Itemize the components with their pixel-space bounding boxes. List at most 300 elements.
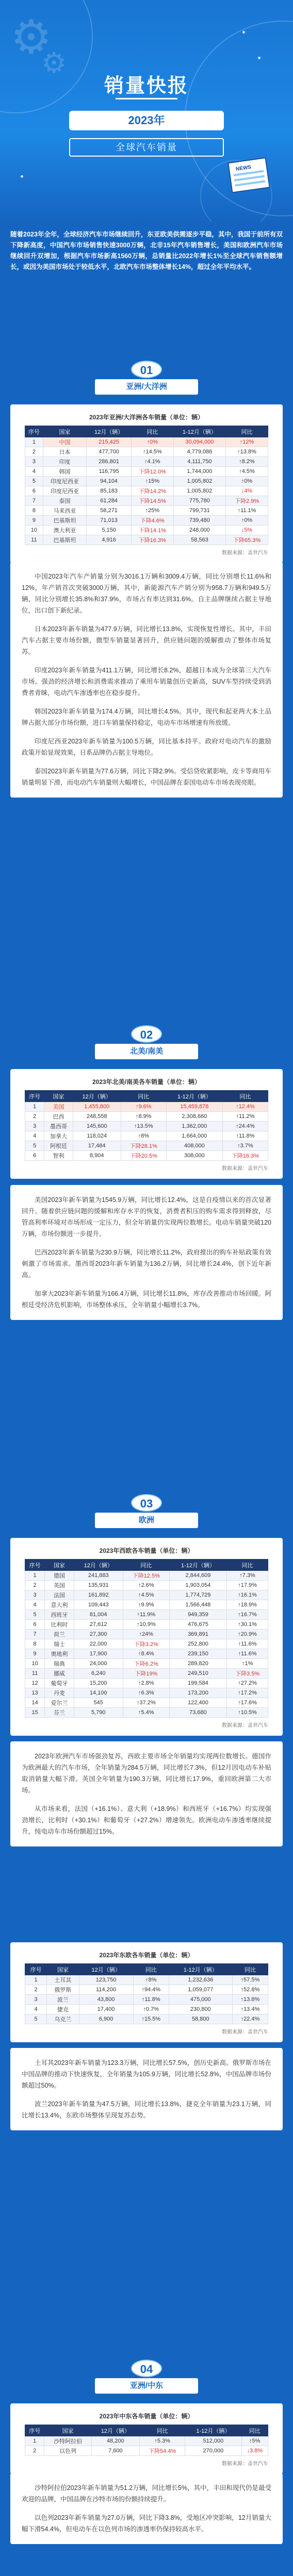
paragraph: 加拿大2023年新车销量为166.4万辆，同比增长11.8%，库存改善推动市场回暖。阿根廷受经济危机影响，市场整体承压，全年销量小幅增长3.7%。 [22,1290,271,1309]
table-cell: 丹麦 [45,1688,74,1698]
table-cell: 爱尔兰 [45,1698,74,1708]
table-cell: 369,891 [169,1630,226,1639]
table-cell: 1 [25,1571,45,1581]
table-header-row [25,1560,268,1571]
table-cell: 下降2.9% [226,496,268,506]
table-cell: 印度尼西亚 [43,486,87,496]
column-header: 同比 [241,2425,268,2436]
section-header-americas [0,1025,293,1061]
table-cell: 135,931 [74,1581,123,1590]
table-cell: 114,200 [79,1985,133,1995]
table-title: 2023年中东各车销量（单位：辆） [99,2413,194,2420]
table-cell: ↑11.8% [133,1995,169,2005]
table-cell: 巴西 [44,1112,73,1122]
table-cell: 乌克兰 [47,2014,79,2024]
section-header-europe [0,1494,293,1530]
table-cell: 下降20.5% [121,1151,166,1161]
column-header: 序号 [25,2425,44,2436]
table-cell: 下降14.1% [131,526,173,535]
table-cell: ↑24% [123,1630,169,1639]
table-cell: ↑30.1% [227,1620,268,1630]
table-cell: 日本 [43,447,87,457]
column-header: 12月（辆） [91,2425,139,2436]
table-row [25,1698,268,1708]
paragraph: 美国2023年新车销量为1545.9万辆，同比增长12.4%，这是自疫情以来的首次显著回升。随着供应链问题的缓解和库存水平的恢复，消费者积压的购车需求得到释放，尽管高利率环境对市场形成一定压力，但全年销量仍实现两位数增长。电动车销量突破120万辆，市场份额进一步提升。 [22,1196,271,1238]
table-cell: 下降4.6% [131,516,173,526]
table-cell: 下降3.2% [123,1639,169,1649]
section-header-middle-east [0,2360,293,2396]
table-cell: 下降28.1% [121,1141,166,1151]
table-row [25,1630,268,1639]
table-cell: 瑞典 [45,1659,74,1669]
table-cell: 22,000 [74,1639,123,1649]
table-title: 2023年北美/南美各车销量（单位：辆） [92,1078,201,1086]
table-cell: 英国 [45,1581,74,1590]
column-header: 12月（辆） [87,426,132,437]
table-cell: 3 [25,457,43,467]
table-cell: ↑0% [226,516,268,526]
table-cell: 1,566,448 [169,1600,226,1610]
table-row [25,457,268,467]
table-cell: ↑24.4% [222,1122,268,1131]
table-cell: 11 [25,1669,45,1679]
table-cell: 下降65.3% [226,535,268,545]
table-cell: ↑17.9% [227,1581,268,1590]
table-cell: 阿根廷 [44,1141,73,1151]
table-cell: 1 [25,437,43,447]
table-row [25,1708,268,1718]
table-cell: 波兰 [47,1995,79,2005]
table-cell: ↑57.5% [232,1975,268,1985]
table-cell: ↑0% [131,437,173,447]
section-text-middle-east [10,2473,283,2544]
table-cell: 512,000 [185,2436,241,2446]
table-cell: 286,801 [87,457,132,467]
table-cell: 下降12.0% [131,467,173,477]
table-cell: 比利时 [45,1620,74,1630]
column-header: 同比 [131,426,173,437]
column-header: 国家 [45,1560,74,1571]
table-source: 数据来源：盖世汽车 [222,2461,268,2467]
table-cell: 949,359 [169,1610,226,1620]
newspaper-icon: NEWS [214,155,276,201]
table-cell: ↑16.7% [227,1610,268,1620]
table-cell: 下降54.4% [139,2446,185,2456]
table-row [25,1122,268,1131]
table-cell: 15 [25,1708,45,1718]
table-cell: 以色列 [44,2446,91,2456]
title-underline [116,98,177,99]
table-row [25,1131,268,1141]
table-cell: 挪威 [45,1669,74,1679]
table-cell: 48,200 [91,2436,139,2446]
table-row [25,2436,268,2446]
table-cell: 下降6.2% [123,1659,169,1669]
table-row [25,1581,268,1590]
table-row [25,1985,268,1995]
table-cell: ↑9.6% [121,1102,166,1112]
table-cell: 下降14.5% [131,496,173,506]
table-row [25,1600,268,1610]
paragraph: 巴西2023年新车销量为230.9万辆，同比增长11.2%，政府推出的购车补贴政策有效刺激了市场需求。墨西哥2023年新车销量为136.2万辆，同比增长24.4%，创下近年新高。 [22,1249,271,1279]
table-cell: 5,150 [87,526,132,535]
paragraph: 以色列2023年新车销量为27.0万辆，同比下降3.8%，受地区冲突影响，12月销量大幅下滑54.4%，但电动车在以色列市场的渗透率仍保持较高水平。 [22,2514,271,2533]
table-cell: 6,900 [79,2014,133,2024]
table-cell: ↑7.3% [227,1571,268,1581]
table-cell: ↑8.9% [121,1112,166,1122]
table-cell: 巴基斯坦 [43,535,87,545]
table-western-europe [10,1538,283,1736]
paragraph: 土耳其2023年新车销量为123.3万辆，同比增长57.5%，创历史新高。俄罗斯市场在中国品牌的推动下快速恢复，全年销量为105.9万辆，同比增长52.8%，中国品牌市场份额超过50%。 [22,2059,271,2089]
table-cell: 下降3.5% [227,1669,268,1679]
table-cell: 芬兰 [45,1708,74,1718]
table-cell: 4 [25,1131,44,1141]
table-cell: ↑8.4% [123,1649,169,1659]
table-cell: 4 [25,467,43,477]
table-cell: 1,059,077 [169,1985,232,1995]
table-row [25,1590,268,1600]
table-cell: ↓3.8% [241,2446,268,2456]
table-cell: 葡萄牙 [45,1679,74,1688]
table-cell: 9 [25,516,43,526]
table-cell: ↑22.4% [232,2014,268,2024]
table-cell: ↑16.1% [227,1590,268,1600]
intro-text: 随着2023年全年，全球经济汽车市场继续回升，东亚欧美供需逐步平稳，其中，我国于前所有双下降新高度，中国汽车市场销售快速3000万辆，北非15年汽车销售增长，美国和欧洲汽车市场继续回升双增加，根据汽车市场新高1560万辆，总销量比2022年增长1%至全球汽车销售额增长，或因为美国市场处于较低水平，北欧汽车市场整体增长14%，超过全年平均水平。 [10,231,283,270]
section-label: 北美/南美 [95,1044,198,1059]
table-cell: 739,480 [173,516,225,526]
table-row [25,1610,268,1620]
section-text-asia-oceania [10,562,283,798]
table-cell: 墨西哥 [44,1122,73,1131]
table-row [25,1975,268,1985]
table-cell: ↑11.6% [227,1649,268,1659]
table-cell: 下降19% [123,1669,169,1679]
paragraph: 波兰2023年新车销量为47.5万辆，同比增长13.8%，捷克全年销量为23.1万辆，同比增长13.4%，东欧市场整体呈现复苏态势。 [22,2100,271,2119]
sparkle [242,31,245,33]
column-header: 12月（辆） [73,1091,121,1102]
table-row [25,437,268,447]
section-text-western-europe [10,1741,283,1846]
table-cell: ↑11.2% [222,1112,268,1122]
column-header: 12月（辆） [74,1560,123,1571]
table-cell: 下降16.3% [131,535,173,545]
table-source: 数据来源：盖世汽车 [222,550,268,556]
table-cell: ↑3.7% [222,1141,268,1151]
table-row [25,1102,268,1112]
page-title: 销量快报 [104,75,189,97]
table-cell: ↑25% [131,506,173,516]
table-cell: 1,774,729 [169,1590,226,1600]
paragraph: 沙特阿拉伯2023年新车销量为51.2万辆，同比增长5%，其中，丰田和现代仍是最受欢迎的品牌，中国品牌在沙特市场的份额持续提升。 [22,2484,271,2503]
table-cell: 下降12.5% [123,1571,169,1581]
table-cell: 239,150 [169,1649,226,1659]
table-cell: 116,795 [87,467,132,477]
column-header: 国家 [43,426,87,437]
table-americas [10,1069,283,1179]
table-cell: 2 [25,2446,44,2456]
table-cell: 4,111,750 [173,457,225,467]
table-cell: 17,900 [74,1649,123,1659]
table-cell: 8 [25,506,43,516]
table-cell: ↑13.4% [232,2005,268,2014]
table-cell: 巴基斯坦 [43,516,87,526]
table-eastern-europe [10,1942,283,2042]
table-cell: 24,000 [74,1659,123,1669]
table-cell: 1,005,802 [173,477,225,486]
table-cell: 1,744,000 [173,467,225,477]
paragraph: 从市场来看，法国（+16.1%）、意大利（+18.9%）和西班牙（+16.7%）均实现强劲增长，比利时（+30.1%）和葡萄牙（+27.2%）增速领先。欧洲电动车渗透率继续提升，纯电动车市场份额超过15%。 [22,1805,271,1835]
table-cell: 西班牙 [45,1610,74,1620]
table-cell: 15,459,878 [166,1102,222,1112]
table-cell: ↑5% [241,2436,268,2446]
table-cell: 123,750 [79,1975,133,1985]
table-row [25,2014,268,2024]
table-cell: 248,558 [73,1112,121,1122]
table-cell: 408,000 [166,1141,222,1151]
table-source: 数据来源：盖世汽车 [222,1723,268,1728]
column-header: 国家 [44,1091,73,1102]
table-cell: ↑15.5% [133,2014,169,2024]
column-header: 国家 [47,1964,79,1975]
column-header: 1-12月（辆） [169,1964,232,1975]
hero-banner [0,0,293,222]
table-row [25,1141,268,1151]
table-cell: 泰国 [43,496,87,506]
table-cell: ↑11.8% [222,1131,268,1141]
column-header: 1-12月（辆） [173,426,225,437]
table-title: 2023年亚洲/大洋洲各车销量（单位：辆） [89,414,204,421]
table-cell: 法国 [45,1590,74,1600]
section-header-asia-oceania [0,361,293,397]
column-header: 序号 [25,1560,45,1571]
gear-icon: ⚙ [10,10,52,64]
table-row [25,1649,268,1659]
table-cell: 230,800 [169,2005,232,2014]
table-cell: 145,600 [73,1122,121,1131]
table-cell: 199,584 [169,1679,226,1688]
table-cell: ↑8% [133,1975,169,1985]
year-badge: 2023年 [69,111,224,130]
table-cell: 奥地利 [45,1649,74,1659]
table-cell: 15,200 [74,1679,123,1688]
column-header: 序号 [25,426,43,437]
table-row [25,516,268,526]
table-cell: 沙特阿拉伯 [44,2436,91,2446]
table-header-row [25,1964,268,1975]
table-cell: 61,284 [87,496,132,506]
table-cell: ↑11.6% [227,1639,268,1649]
table-cell: 308,000 [166,1151,222,1161]
table-cell: 4,916 [87,535,132,545]
table-row [25,1639,268,1649]
table-cell: ↑8.2% [226,457,268,467]
column-header: 国家 [44,2425,91,2436]
table-cell: 中国 [43,437,87,447]
table-row [25,1112,268,1122]
table-cell: ↑2.6% [123,1581,169,1590]
column-header: 同比 [139,2425,185,2436]
table-cell: ↑13.8% [226,447,268,457]
table-cell: 109,443 [74,1600,123,1610]
gear-icon: ⚙ [41,46,67,79]
table-cell: 775,780 [173,496,225,506]
table-cell: 241,883 [74,1571,123,1581]
table-cell: ↑13.5% [121,1122,166,1131]
table-row [25,1620,268,1630]
table-cell: 14 [25,1698,45,1708]
table-row [25,477,268,486]
sales-table [25,1090,268,1161]
table-cell: 1,232,636 [169,1975,232,1985]
table-cell: 瑞士 [45,1639,74,1649]
table-cell: 2 [25,1985,47,1995]
table-row [25,1679,268,1688]
table-cell: 3 [25,1122,44,1131]
table-cell: 5 [25,477,43,486]
table-cell: 6 [25,1620,45,1630]
table-cell: ↑14.5% [131,447,173,457]
table-cell: ↑5.4% [123,1708,169,1718]
sales-table [25,1963,268,2024]
table-cell: 799,731 [173,506,225,516]
table-cell: 475,000 [169,1995,232,2005]
table-row [25,2446,268,2456]
table-cell: ↑17.2% [227,1688,268,1698]
table-cell: ↑17.6% [227,1698,268,1708]
table-cell: ↑2.8% [123,1679,169,1688]
table-cell: ↑27.2% [227,1679,268,1688]
table-cell: 118,024 [73,1131,121,1141]
table-cell: ↓4% [226,486,268,496]
table-cell: 248,000 [173,526,225,535]
table-cell: 捷克 [47,2005,79,2014]
section-label: 欧洲 [95,1513,198,1528]
table-cell: 智利 [44,1151,73,1161]
page-subtitle: 全球汽车销量 [69,138,224,157]
sparkle [21,175,23,178]
table-cell: 加拿大 [44,1131,73,1141]
table-cell: ↑12% [226,437,268,447]
paragraph: 印度2023年新车销量为411.1万辆，同比增长8.2%，超越日本成为全球第三大汽车市场。强劲的经济增长和消费需求推动了乘用车销量创历史新高，SUV车型持续受到消费者青睐，电动汽车渗透率也在稳步提升。 [22,667,271,697]
table-cell: 27,300 [74,1630,123,1639]
table-cell: 4 [25,1600,45,1610]
table-cell: ↓5% [226,526,268,535]
table-source: 数据来源：盖世汽车 [222,1166,268,1172]
table-cell: ↑6.3% [123,1688,169,1698]
sales-table [25,1559,268,1718]
table-cell: 12 [25,1679,45,1688]
table-cell: 5 [25,1610,45,1620]
table-cell: 477,700 [87,447,132,457]
column-header: 同比 [123,1560,169,1571]
table-cell: ↑15% [131,477,173,486]
table-cell: 1 [25,1975,47,1985]
table-cell: ↑8% [121,1131,166,1141]
table-cell: 7 [25,496,43,506]
table-cell: ↑18.9% [227,1600,268,1610]
table-cell: ↑10.5% [227,1708,268,1718]
table-cell: 荷兰 [45,1630,74,1639]
table-cell: 249,510 [169,1669,226,1679]
paragraph: 中国2023年汽车产销量分别为3016.1万辆和3009.4万辆，同比分别增长11.6%和12%，年产销首次突破3000万辆，其中，新能源汽车产销分别为958.7万辆和949.5万辆，同比分别增长35.8%和37.9%，市场占有率达到31.6%。自主品牌继续占据主导地位，出口创下新纪录。 [22,573,271,614]
table-row [25,467,268,477]
table-row [25,506,268,516]
table-cell: 252,800 [169,1639,226,1649]
table-row [25,2005,268,2014]
section-number: 04 [131,2360,162,2377]
table-cell: 215,425 [87,437,132,447]
table-cell: ↑9.9% [123,1600,169,1610]
table-cell: 土耳其 [47,1975,79,1985]
table-cell: 6,240 [74,1669,123,1679]
table-cell: ↑13.8% [232,1995,268,2005]
table-header-row [25,426,268,437]
table-cell: ↑4.1% [131,457,173,467]
table-cell: 1,005,802 [173,486,225,496]
table-cell: 71,013 [87,516,132,526]
table-middle-east [10,2403,283,2474]
table-asia-oceania [10,404,283,563]
table-cell: 81,004 [74,1610,123,1620]
table-cell: ↑4.5% [123,1590,169,1600]
table-cell: 58,800 [169,2014,232,2024]
table-cell: 14,100 [74,1688,123,1698]
column-header: 1-12月（辆） [169,1560,226,1571]
paragraph: 日本2023年新车销量为477.9万辆，同比增长13.8%，实现恢复性增长。其中，丰田汽车占据主要市场份额，微型车销量显著回升，供应链问题的缓解推动了整体市场复苏。 [22,625,271,655]
column-header: 12月（辆） [79,1964,133,1975]
table-cell: 7 [25,1630,45,1639]
table-cell: 下降16.3% [222,1151,268,1161]
paragraph: 印度尼西亚2023年新车销量为100.5万辆，同比基本持平。政府对电动汽车的激励政策开始显现效果，日系品牌仍占据主导地位。 [22,738,271,756]
table-cell: ↑5.3% [139,2436,185,2446]
column-header: 同比 [222,1091,268,1102]
column-header: 同比 [121,1091,166,1102]
table-cell: 8,904 [73,1151,121,1161]
table-cell: 17,484 [73,1141,121,1151]
table-cell: 6 [25,486,43,496]
paragraph: 泰国2023年新车销量为77.6万辆，同比下降2.9%。受信贷收紧影响，皮卡等商用车销量明显下滑，而电动汽车销量则大幅增长，中国品牌在泰国电动车市场表现亮眼。 [22,768,271,786]
sales-table [25,2425,268,2456]
section-text-americas [10,1185,283,1320]
section-number: 01 [131,361,162,378]
table-cell: 58,563 [173,535,225,545]
table-cell: 意大利 [45,1600,74,1610]
table-source: 数据来源：盖世汽车 [222,2029,268,2035]
table-cell: 下降14.2% [131,486,173,496]
table-cell: 43,800 [79,1995,133,2005]
table-cell: ↑1% [227,1659,268,1669]
table-cell: 1,362,000 [166,1122,222,1131]
table-row [25,1571,268,1581]
table-cell: 289,820 [169,1659,226,1669]
column-header: 同比 [232,1964,268,1975]
table-cell: 270,000 [185,2446,241,2456]
column-header: 同比 [227,1560,268,1571]
column-header: 1-12月（辆） [185,2425,241,2436]
table-row [25,526,268,535]
table-cell: 1,455,800 [73,1102,121,1112]
column-header: 序号 [25,1964,47,1975]
sparkle [258,57,261,59]
table-cell: 27,612 [74,1620,123,1630]
table-title: 2023年西欧各车销量（单位：辆） [99,1547,194,1554]
table-cell: 73,680 [169,1708,226,1718]
table-cell: 8 [25,1639,45,1649]
table-row [25,1151,268,1161]
section-label: 亚洲/中东 [95,2378,198,2394]
table-cell: 美国 [44,1102,73,1112]
column-header: 同比 [133,1964,169,1975]
